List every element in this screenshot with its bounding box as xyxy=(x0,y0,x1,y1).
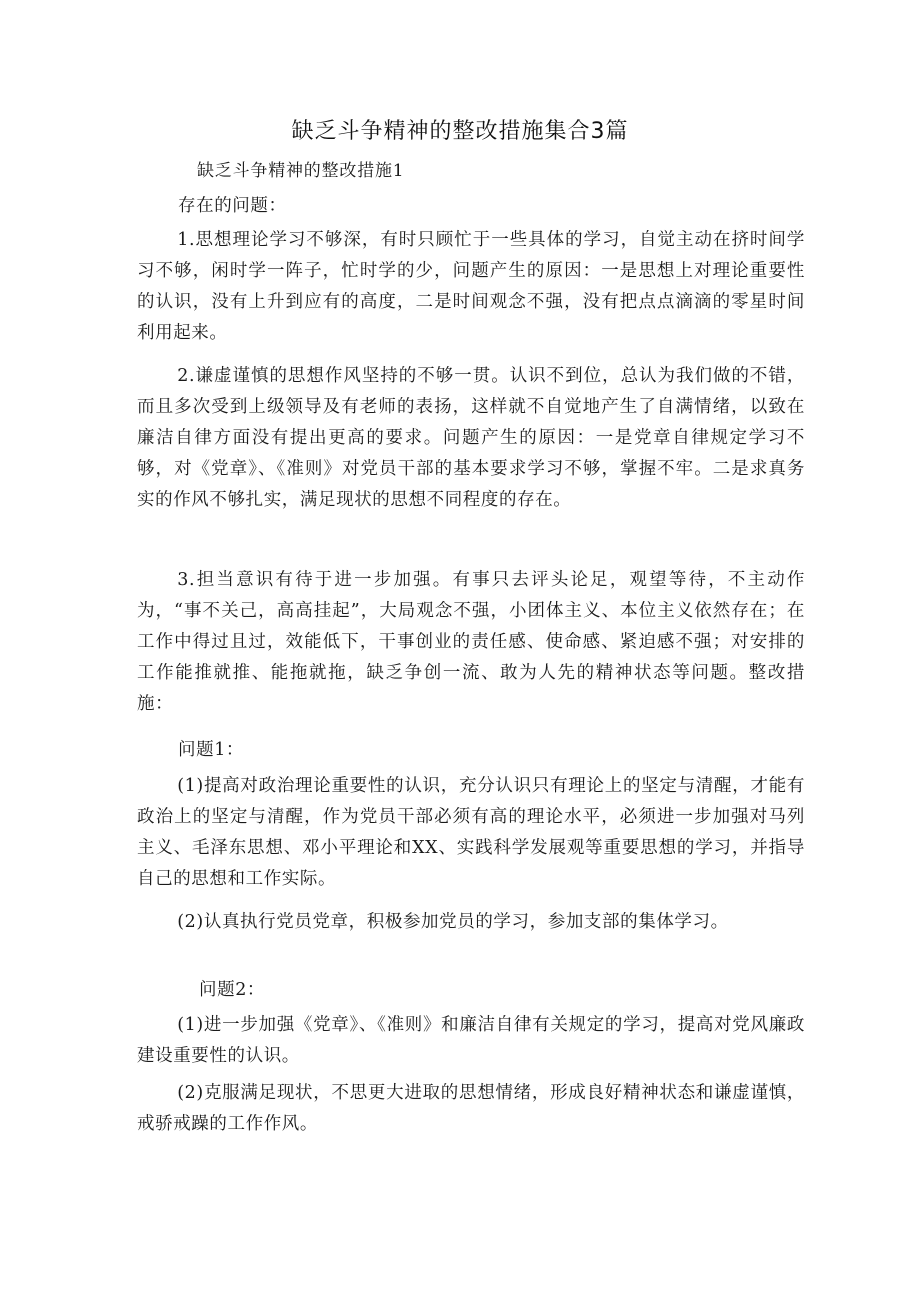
problem-paragraph-1: 1.思想理论学习不够深，有时只顾忙于一些具体的学习，自觉主动在挤时间学习不够，闲时学一阵子，忙时学的少，问题产生的原因：一是思想上对理论重要性的认识，没有上升到应有的高度，二是时间观念不强，没有把点点滴滴的零星时间利用起来。 xyxy=(137,230,805,343)
section-subtitle: 缺乏斗争精神的整改措施1 xyxy=(197,161,405,181)
issue-2-label: 问题2： xyxy=(199,980,266,1000)
problems-heading: 存在的问题： xyxy=(178,196,287,216)
problem-paragraph-2: 2.谦虚谨慎的思想作风坚持的不够一贯。认识不到位，总认为我们做的不错，而且多次受到上级领导及有老师的表扬，这样就不自觉地产生了自满情绪，以致在廉洁自律方面没有提出更高的要求。问题产生的原因：一是党章自律规定学习不够，对《党章》、《准则》对党员干部的基本要求学习不够，掌握不牢。二是求真务实的作风不够扎实，满足现状的思想不同程度的存在。 xyxy=(137,366,805,510)
issue-1-measure-2: (2)认真执行党员党章，积极参加党员的学习，参加支部的集体学习。 xyxy=(177,912,729,932)
issue-2-measure-2: (2)克服满足现状，不思更大进取的思想情绪，形成良好精神状态和谦虚谨慎，戒骄戒躁的工作作风。 xyxy=(137,1083,805,1134)
issue-1-measure-1: (1)提高对政治理论重要性的认识，充分认识只有理论上的坚定与清醒，才能有政治上的坚定与清醒，作为党员干部必须有高的理论水平，必须进一步加强对马列主义、毛泽东思想、邓小平理论和XX、实践科学发展观等重要思想的学习，并指导自己的思想和工作实际。 xyxy=(137,776,805,889)
problem-paragraph-3: 3.担当意识有待于进一步加强。有事只去评头论足，观望等待，不主动作为，“事不关己，高高挂起”，大局观念不强，小团体主义、本位主义依然存在；在工作中得过且过，效能低下，干事创业的责任感、使命感、紧迫感不强；对安排的工作能推就推、能拖就拖，缺乏争创一流、敢为人先的精神状态等问题。整改措施： xyxy=(137,570,805,714)
issue-1-label: 问题1： xyxy=(178,740,245,760)
document-title: 缺乏斗争精神的整改措施集合3篇 xyxy=(291,119,629,144)
issue-2-measure-1: (1)进一步加强《党章》、《准则》和廉洁自律有关规定的学习，提高对党风廉政建设重要性的认识。 xyxy=(137,1015,805,1066)
